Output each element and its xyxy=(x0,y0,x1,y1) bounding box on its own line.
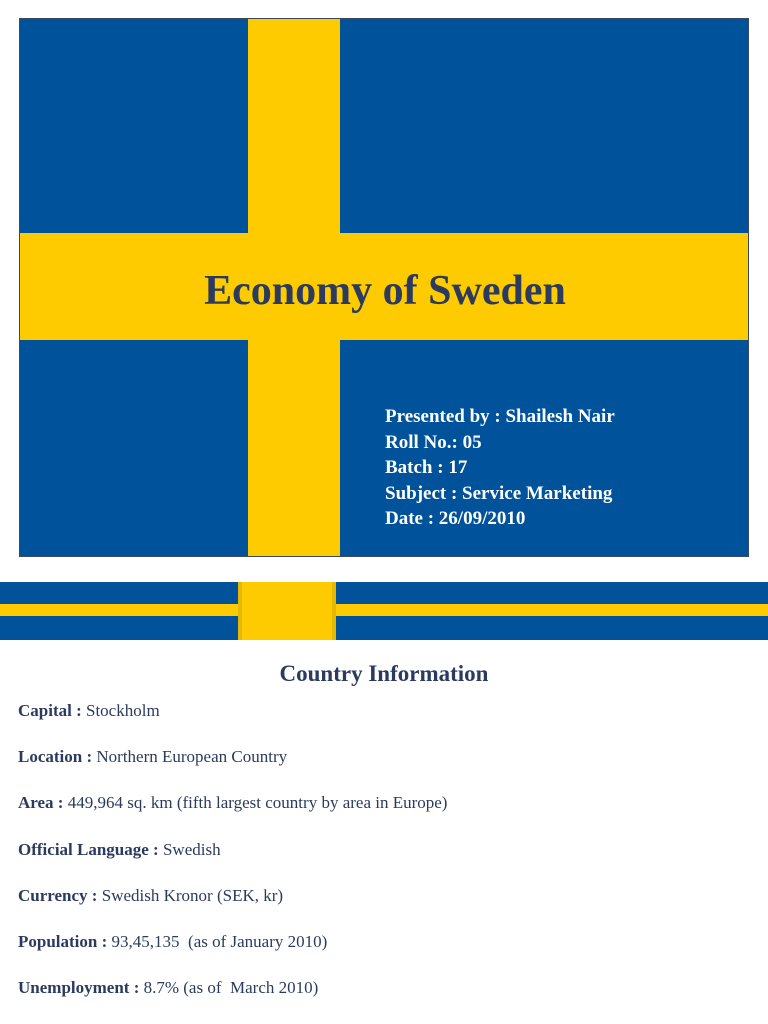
info-label: Official Language : xyxy=(18,839,159,859)
info-row-area xyxy=(18,790,447,836)
date-line: Date : 26/09/2010 xyxy=(385,508,526,529)
info-label: Area : xyxy=(18,793,64,813)
info-label: Capital : xyxy=(18,701,82,720)
info-value: Northern European Country xyxy=(92,747,288,767)
title-slide xyxy=(19,18,749,557)
info-row-location xyxy=(18,744,447,790)
presenter-info xyxy=(385,404,615,532)
info-row-capital xyxy=(18,698,447,744)
info-row-unemployment xyxy=(18,975,447,1021)
info-label: Unemployment : xyxy=(18,978,140,998)
section-title: Country Information xyxy=(279,661,489,686)
info-value: Swedish xyxy=(158,839,221,859)
slide-title: Economy of Sweden xyxy=(204,268,566,314)
banner-stripe-horizontal xyxy=(0,604,768,616)
info-row-official-language xyxy=(18,837,447,883)
info-row-currency xyxy=(18,883,447,929)
info-value: 449,964 sq. km (fifth largest country by area in Europe) xyxy=(63,793,448,813)
info-label: Currency : xyxy=(18,885,98,905)
info-row-population xyxy=(18,929,447,975)
info-value: 8.7% (as of March 2010) xyxy=(139,978,319,998)
flag-banner xyxy=(0,582,768,640)
info-label: Location : xyxy=(18,747,93,767)
info-value: Stockholm xyxy=(81,701,160,720)
banner-stripe-vertical xyxy=(238,582,336,640)
info-label: Population : xyxy=(18,931,108,951)
info-value: Swedish Kronor (SEK, kr) xyxy=(97,885,284,905)
subject-line: Subject : Service Marketing xyxy=(385,482,613,504)
presenter-line: Presented by : Shailesh Nair xyxy=(385,406,615,427)
roll-number-line: Roll No.: 05 xyxy=(385,431,482,453)
info-value: 93,45,135 (as of January 2010) xyxy=(107,931,328,951)
batch-line: Batch : 17 xyxy=(385,457,468,478)
country-info-list xyxy=(18,698,447,1021)
